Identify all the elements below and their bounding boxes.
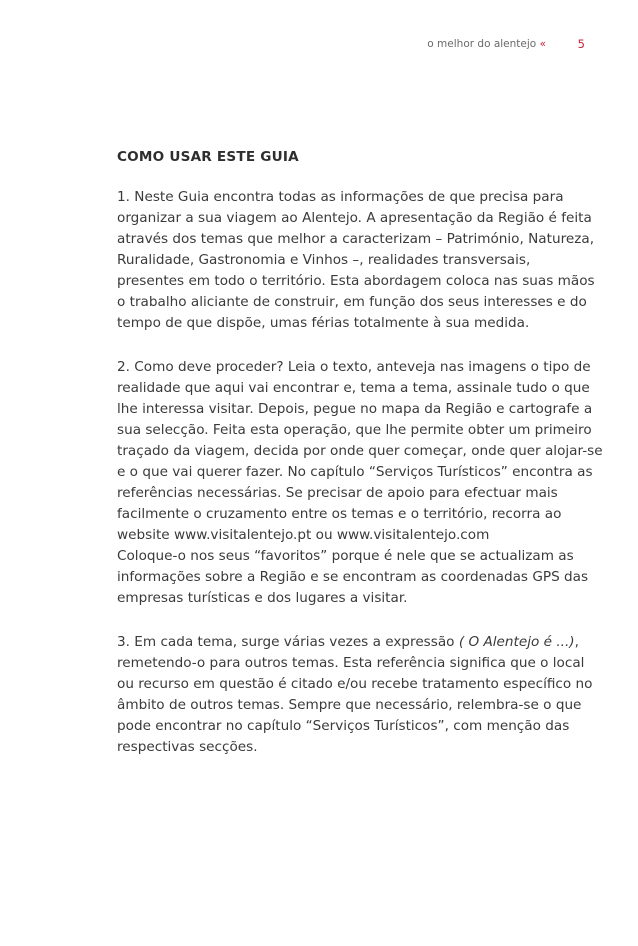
text-line: pode encontrar no capítulo “Serviços Turísticos”, com menção das [117,718,570,734]
text-line: 2. Como deve proceder? Leia o texto, anteveja nas imagens o tipo de [117,359,591,375]
text-line [117,632,587,653]
paragraph-2 [117,357,603,609]
text-segment: , [574,634,579,650]
page-header [0,38,638,54]
text-line: presentes em todo o território. Esta abordagem coloca nas suas mãos [117,273,595,289]
text-line: remetendo-o para outros temas. Esta referência significa que o local [117,655,585,671]
text-line: realidade que aqui vai encontrar e, tema a tema, assinale tudo o que [117,380,590,396]
text-line: traçado da viagem, decida por onde quer começar, onde quer alojar-se [117,443,603,459]
italic-expression: ( O Alentejo é ...) [458,634,575,650]
section-title: COMO USAR ESTE GUIA [117,149,299,165]
text-segment: 3. Em cada tema, surge várias vezes a expressão [117,634,459,650]
text-line: referências necessárias. Se precisar de apoio para efectuar mais [117,485,558,501]
running-title [427,38,546,50]
text-line: 1. Neste Guia encontra todas as informações de que precisa para [117,189,564,205]
text-line: tempo de que dispõe, umas férias totalmente à sua medida. [117,315,530,331]
website-line: website www.visitalentejo.pt ou www.visitalentejo.com [117,527,490,543]
guillemet-mark: « [539,38,546,50]
text-line: empresas turísticas e dos lugares a visitar. [117,590,408,606]
page-number: 5 [577,37,585,51]
text-line: organizar a sua viagem ao Alentejo. A apresentação da Região é feita [117,210,592,226]
text-line: o trabalho aliciante de construir, em função dos seus interesses e do [117,294,587,310]
text-line: Ruralidade, Gastronomia e Vinhos –, realidades transversais, [117,252,531,268]
text-line: lhe interessa visitar. Depois, pegue no mapa da Região e cartografe a [117,401,593,417]
running-title-text: o melhor do alentejo [427,38,537,50]
text-line: ou recurso em questão é citado e/ou recebe tratamento específico no [117,676,593,692]
paragraph-3 [117,632,593,758]
text-line: respectivas secções. [117,739,258,755]
text-line: através dos temas que melhor a caracterizam – Património, Natureza, [117,231,595,247]
text-line: e o que vai querer fazer. No capítulo “Serviços Turísticos” encontra as [117,464,593,480]
text-line: âmbito de outros temas. Sempre que necessário, relembra-se o que [117,697,582,713]
content-body [117,146,603,781]
text-line: informações sobre a Região e se encontram as coordenadas GPS das [117,569,589,585]
text-line: facilmente o cruzamento entre os temas e o território, recorra ao [117,506,562,522]
paragraph-1 [117,187,595,334]
text-line: sua selecção. Feita esta operação, que lhe permite obter um primeiro [117,422,592,438]
text-line: Coloque-o nos seus “favoritos” porque é nele que se actualizam as [117,548,574,564]
